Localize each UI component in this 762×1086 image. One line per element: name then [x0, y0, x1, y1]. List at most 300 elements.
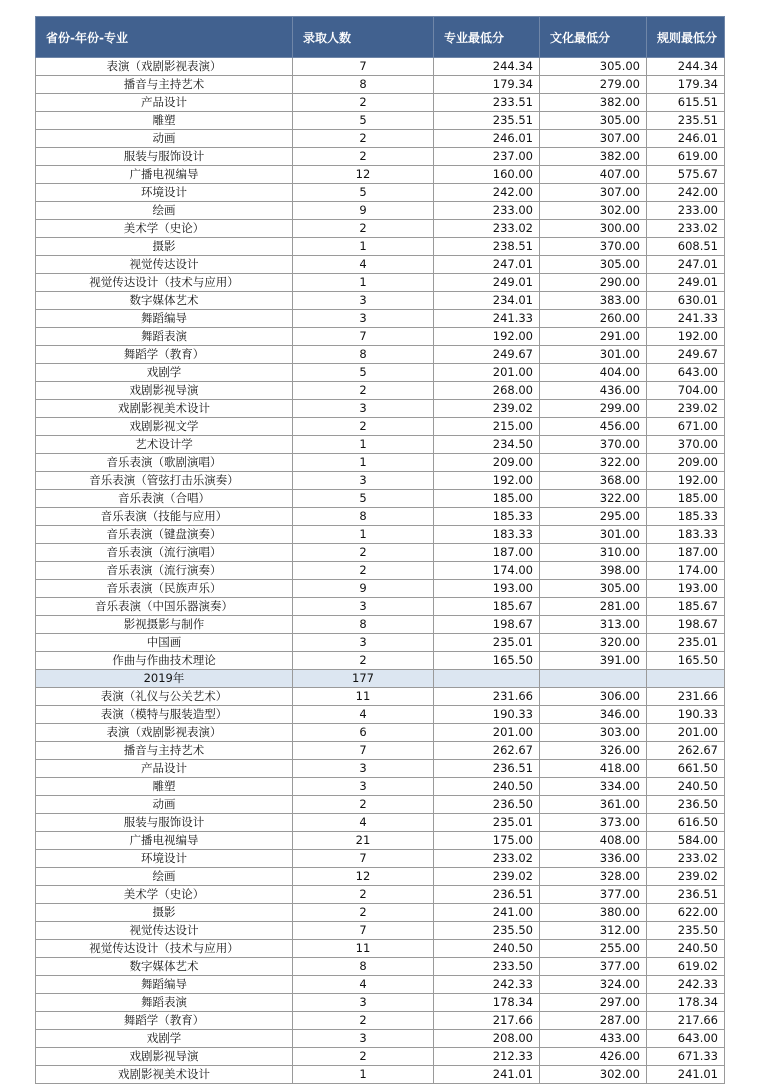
rule-min-score-cell: 183.33	[647, 526, 725, 544]
major-cell: 环境设计	[36, 850, 293, 868]
pro-min-score-cell: 241.01	[434, 1066, 540, 1084]
pro-min-score-cell: 235.01	[434, 814, 540, 832]
pro-min-score-cell: 160.00	[434, 166, 540, 184]
culture-min-score-cell: 328.00	[540, 868, 647, 886]
admitted-count-cell: 1	[293, 1066, 434, 1084]
rule-min-score-cell: 235.51	[647, 112, 725, 130]
pro-min-score-cell: 185.67	[434, 598, 540, 616]
major-cell: 美术学（史论）	[36, 886, 293, 904]
major-cell: 戏剧学	[36, 1030, 293, 1048]
table-row	[36, 328, 725, 346]
pro-min-score-cell: 190.33	[434, 706, 540, 724]
culture-min-score-cell: 326.00	[540, 742, 647, 760]
rule-min-score-cell: 217.66	[647, 1012, 725, 1030]
admitted-count-cell: 12	[293, 166, 434, 184]
table-row	[36, 472, 725, 490]
major-cell: 2019年	[36, 670, 293, 688]
admitted-count-cell: 11	[293, 688, 434, 706]
culture-min-score-cell: 324.00	[540, 976, 647, 994]
pro-min-score-cell	[434, 670, 540, 688]
table-row	[36, 778, 725, 796]
rule-min-score-cell: 240.50	[647, 940, 725, 958]
rule-min-score-cell: 671.33	[647, 1048, 725, 1066]
major-cell: 摄影	[36, 238, 293, 256]
pro-min-score-cell: 217.66	[434, 1012, 540, 1030]
pro-min-score-cell: 239.02	[434, 868, 540, 886]
culture-min-score-cell: 370.00	[540, 436, 647, 454]
pro-min-score-cell: 242.33	[434, 976, 540, 994]
major-cell: 服装与服饰设计	[36, 814, 293, 832]
column-header-major: 省份-年份-专业	[36, 17, 293, 58]
pro-min-score-cell: 174.00	[434, 562, 540, 580]
culture-min-score-cell: 255.00	[540, 940, 647, 958]
pro-min-score-cell: 178.34	[434, 994, 540, 1012]
admitted-count-cell: 2	[293, 418, 434, 436]
culture-min-score-cell: 307.00	[540, 130, 647, 148]
admitted-count-cell: 2	[293, 544, 434, 562]
pro-min-score-cell: 262.67	[434, 742, 540, 760]
table-row	[36, 310, 725, 328]
admission-score-sheet	[35, 16, 724, 1084]
table-row	[36, 580, 725, 598]
major-cell: 播音与主持艺术	[36, 76, 293, 94]
pro-min-score-cell: 241.00	[434, 904, 540, 922]
admitted-count-cell: 2	[293, 148, 434, 166]
culture-min-score-cell: 361.00	[540, 796, 647, 814]
culture-min-score-cell: 299.00	[540, 400, 647, 418]
culture-min-score-cell: 260.00	[540, 310, 647, 328]
admitted-count-cell: 2	[293, 220, 434, 238]
admitted-count-cell: 3	[293, 778, 434, 796]
pro-min-score-cell: 233.02	[434, 850, 540, 868]
culture-min-score-cell: 295.00	[540, 508, 647, 526]
culture-min-score-cell: 307.00	[540, 184, 647, 202]
admission-score-table	[35, 16, 725, 1084]
rule-min-score-cell: 236.51	[647, 886, 725, 904]
major-cell: 音乐表演（管弦打击乐演奏）	[36, 472, 293, 490]
culture-min-score-cell: 408.00	[540, 832, 647, 850]
rule-min-score-cell: 246.01	[647, 130, 725, 148]
table-row	[36, 688, 725, 706]
table-row	[36, 382, 725, 400]
major-cell: 音乐表演（键盘演奏）	[36, 526, 293, 544]
table-row	[36, 256, 725, 274]
major-cell: 数字媒体艺术	[36, 958, 293, 976]
rule-min-score-cell: 185.33	[647, 508, 725, 526]
pro-min-score-cell: 237.00	[434, 148, 540, 166]
rule-min-score-cell: 235.01	[647, 634, 725, 652]
admitted-count-cell: 2	[293, 796, 434, 814]
table-row	[36, 760, 725, 778]
culture-min-score-cell: 302.00	[540, 1066, 647, 1084]
column-header-rule-min: 规则最低分	[647, 17, 725, 58]
culture-min-score-cell: 426.00	[540, 1048, 647, 1066]
major-cell: 表演（模特与服装造型）	[36, 706, 293, 724]
table-row	[36, 1030, 725, 1048]
table-row	[36, 58, 725, 76]
admitted-count-cell: 5	[293, 184, 434, 202]
major-cell: 视觉传达设计	[36, 256, 293, 274]
major-cell: 表演（戏剧影视表演）	[36, 724, 293, 742]
major-cell: 播音与主持艺术	[36, 742, 293, 760]
rule-min-score-cell: 704.00	[647, 382, 725, 400]
admitted-count-cell: 1	[293, 274, 434, 292]
rule-min-score-cell: 615.51	[647, 94, 725, 112]
major-cell: 摄影	[36, 904, 293, 922]
culture-min-score-cell: 346.00	[540, 706, 647, 724]
major-cell: 舞蹈表演	[36, 994, 293, 1012]
pro-min-score-cell: 179.34	[434, 76, 540, 94]
table-row	[36, 148, 725, 166]
admitted-count-cell: 2	[293, 562, 434, 580]
column-header-count: 录取人数	[293, 17, 434, 58]
rule-min-score-cell: 661.50	[647, 760, 725, 778]
table-row	[36, 886, 725, 904]
rule-min-score-cell: 178.34	[647, 994, 725, 1012]
admitted-count-cell: 3	[293, 292, 434, 310]
pro-min-score-cell: 208.00	[434, 1030, 540, 1048]
rule-min-score-cell: 241.33	[647, 310, 725, 328]
culture-min-score-cell: 336.00	[540, 850, 647, 868]
pro-min-score-cell: 198.67	[434, 616, 540, 634]
table-row	[36, 346, 725, 364]
rule-min-score-cell: 575.67	[647, 166, 725, 184]
admitted-count-cell: 12	[293, 868, 434, 886]
pro-min-score-cell: 231.66	[434, 688, 540, 706]
rule-min-score-cell: 187.00	[647, 544, 725, 562]
rule-min-score-cell: 242.33	[647, 976, 725, 994]
rule-min-score-cell: 242.00	[647, 184, 725, 202]
major-cell: 视觉传达设计（技术与应用）	[36, 274, 293, 292]
admitted-count-cell: 8	[293, 616, 434, 634]
culture-min-score-cell: 370.00	[540, 238, 647, 256]
admitted-count-cell: 8	[293, 508, 434, 526]
table-row	[36, 220, 725, 238]
admitted-count-cell: 9	[293, 580, 434, 598]
pro-min-score-cell: 185.33	[434, 508, 540, 526]
admitted-count-cell: 3	[293, 1030, 434, 1048]
major-cell: 动画	[36, 130, 293, 148]
major-cell: 音乐表演（民族声乐）	[36, 580, 293, 598]
major-cell: 环境设计	[36, 184, 293, 202]
admitted-count-cell: 3	[293, 310, 434, 328]
pro-min-score-cell: 235.01	[434, 634, 540, 652]
major-cell: 舞蹈编导	[36, 976, 293, 994]
admitted-count-cell: 7	[293, 922, 434, 940]
table-row	[36, 616, 725, 634]
admitted-count-cell: 4	[293, 706, 434, 724]
culture-min-score-cell: 313.00	[540, 616, 647, 634]
culture-min-score-cell: 290.00	[540, 274, 647, 292]
table-row	[36, 166, 725, 184]
culture-min-score-cell: 377.00	[540, 958, 647, 976]
rule-min-score-cell: 262.67	[647, 742, 725, 760]
admitted-count-cell: 4	[293, 976, 434, 994]
admitted-count-cell: 2	[293, 904, 434, 922]
rule-min-score-cell: 165.50	[647, 652, 725, 670]
pro-min-score-cell: 192.00	[434, 328, 540, 346]
rule-min-score-cell: 185.00	[647, 490, 725, 508]
rule-min-score-cell: 370.00	[647, 436, 725, 454]
major-cell: 音乐表演（歌剧演唱）	[36, 454, 293, 472]
table-row	[36, 544, 725, 562]
admitted-count-cell: 1	[293, 436, 434, 454]
culture-min-score-cell: 377.00	[540, 886, 647, 904]
table-row	[36, 364, 725, 382]
table-row	[36, 418, 725, 436]
culture-min-score-cell: 436.00	[540, 382, 647, 400]
table-row	[36, 724, 725, 742]
admitted-count-cell: 9	[293, 202, 434, 220]
year-group-row	[36, 670, 725, 688]
rule-min-score-cell: 198.67	[647, 616, 725, 634]
table-row	[36, 454, 725, 472]
table-row	[36, 292, 725, 310]
culture-min-score-cell: 322.00	[540, 454, 647, 472]
rule-min-score-cell: 643.00	[647, 1030, 725, 1048]
table-row	[36, 868, 725, 886]
table-row	[36, 184, 725, 202]
major-cell: 音乐表演（流行演唱）	[36, 544, 293, 562]
table-body	[36, 58, 725, 1084]
culture-min-score-cell: 305.00	[540, 580, 647, 598]
culture-min-score-cell: 305.00	[540, 58, 647, 76]
rule-min-score-cell: 249.01	[647, 274, 725, 292]
table-row	[36, 922, 725, 940]
pro-min-score-cell: 244.34	[434, 58, 540, 76]
rule-min-score-cell: 193.00	[647, 580, 725, 598]
table-row	[36, 1048, 725, 1066]
admitted-count-cell: 11	[293, 940, 434, 958]
pro-min-score-cell: 183.33	[434, 526, 540, 544]
admitted-count-cell: 8	[293, 346, 434, 364]
pro-min-score-cell: 201.00	[434, 724, 540, 742]
major-cell: 美术学（史论）	[36, 220, 293, 238]
admitted-count-cell: 2	[293, 1012, 434, 1030]
header-row	[36, 17, 725, 58]
rule-min-score-cell: 671.00	[647, 418, 725, 436]
rule-min-score-cell: 240.50	[647, 778, 725, 796]
major-cell: 舞蹈编导	[36, 310, 293, 328]
major-cell: 产品设计	[36, 94, 293, 112]
admitted-count-cell: 4	[293, 814, 434, 832]
culture-min-score-cell: 291.00	[540, 328, 647, 346]
culture-min-score-cell: 301.00	[540, 526, 647, 544]
rule-min-score-cell: 233.02	[647, 220, 725, 238]
major-cell: 音乐表演（中国乐器演奏）	[36, 598, 293, 616]
rule-min-score-cell: 192.00	[647, 472, 725, 490]
pro-min-score-cell: 212.33	[434, 1048, 540, 1066]
rule-min-score-cell: 233.02	[647, 850, 725, 868]
admitted-count-cell: 7	[293, 328, 434, 346]
major-cell: 动画	[36, 796, 293, 814]
pro-min-score-cell: 233.50	[434, 958, 540, 976]
rule-min-score-cell: 179.34	[647, 76, 725, 94]
pro-min-score-cell: 241.33	[434, 310, 540, 328]
admitted-count-cell: 2	[293, 130, 434, 148]
table-row	[36, 994, 725, 1012]
pro-min-score-cell: 209.00	[434, 454, 540, 472]
culture-min-score-cell: 303.00	[540, 724, 647, 742]
table-row	[36, 1012, 725, 1030]
pro-min-score-cell: 175.00	[434, 832, 540, 850]
pro-min-score-cell: 187.00	[434, 544, 540, 562]
admitted-count-cell: 2	[293, 382, 434, 400]
pro-min-score-cell: 249.01	[434, 274, 540, 292]
pro-min-score-cell: 246.01	[434, 130, 540, 148]
major-cell: 作曲与作曲技术理论	[36, 652, 293, 670]
pro-min-score-cell: 201.00	[434, 364, 540, 382]
culture-min-score-cell: 281.00	[540, 598, 647, 616]
major-cell: 服装与服饰设计	[36, 148, 293, 166]
admitted-count-cell: 8	[293, 76, 434, 94]
rule-min-score-cell: 247.01	[647, 256, 725, 274]
rule-min-score-cell: 622.00	[647, 904, 725, 922]
culture-min-score-cell: 302.00	[540, 202, 647, 220]
pro-min-score-cell: 247.01	[434, 256, 540, 274]
rule-min-score-cell: 619.00	[647, 148, 725, 166]
culture-min-score-cell: 279.00	[540, 76, 647, 94]
culture-min-score-cell: 312.00	[540, 922, 647, 940]
pro-min-score-cell: 249.67	[434, 346, 540, 364]
rule-min-score-cell: 185.67	[647, 598, 725, 616]
pro-min-score-cell: 240.50	[434, 940, 540, 958]
major-cell: 表演（礼仪与公关艺术）	[36, 688, 293, 706]
major-cell: 雕塑	[36, 778, 293, 796]
major-cell: 艺术设计学	[36, 436, 293, 454]
admitted-count-cell: 7	[293, 742, 434, 760]
culture-min-score-cell: 368.00	[540, 472, 647, 490]
major-cell: 雕塑	[36, 112, 293, 130]
rule-min-score-cell: 616.50	[647, 814, 725, 832]
culture-min-score-cell: 320.00	[540, 634, 647, 652]
table-row	[36, 634, 725, 652]
admitted-count-cell: 2	[293, 1048, 434, 1066]
pro-min-score-cell: 239.02	[434, 400, 540, 418]
admitted-count-cell: 21	[293, 832, 434, 850]
pro-min-score-cell: 234.01	[434, 292, 540, 310]
major-cell: 音乐表演（技能与应用）	[36, 508, 293, 526]
culture-min-score-cell: 322.00	[540, 490, 647, 508]
admitted-count-cell: 3	[293, 472, 434, 490]
rule-min-score-cell: 619.02	[647, 958, 725, 976]
culture-min-score-cell: 306.00	[540, 688, 647, 706]
table-row	[36, 490, 725, 508]
table-header	[36, 17, 725, 58]
table-row	[36, 850, 725, 868]
admitted-count-cell: 1	[293, 238, 434, 256]
admitted-count-cell: 3	[293, 760, 434, 778]
table-row	[36, 400, 725, 418]
pro-min-score-cell: 242.00	[434, 184, 540, 202]
rule-min-score-cell: 241.01	[647, 1066, 725, 1084]
table-row	[36, 436, 725, 454]
rule-min-score-cell: 233.00	[647, 202, 725, 220]
table-row	[36, 904, 725, 922]
table-row	[36, 562, 725, 580]
major-cell: 表演（戏剧影视表演）	[36, 58, 293, 76]
table-row	[36, 742, 725, 760]
culture-min-score-cell: 380.00	[540, 904, 647, 922]
rule-min-score-cell: 231.66	[647, 688, 725, 706]
culture-min-score-cell: 404.00	[540, 364, 647, 382]
admitted-count-cell: 5	[293, 112, 434, 130]
major-cell: 舞蹈表演	[36, 328, 293, 346]
admitted-count-cell: 3	[293, 634, 434, 652]
rule-min-score-cell: 643.00	[647, 364, 725, 382]
major-cell: 广播电视编导	[36, 832, 293, 850]
rule-min-score-cell: 584.00	[647, 832, 725, 850]
culture-min-score-cell: 301.00	[540, 346, 647, 364]
table-row	[36, 238, 725, 256]
table-row	[36, 274, 725, 292]
major-cell: 绘画	[36, 868, 293, 886]
culture-min-score-cell: 297.00	[540, 994, 647, 1012]
major-cell: 戏剧影视文学	[36, 418, 293, 436]
table-row	[36, 526, 725, 544]
major-cell: 戏剧影视美术设计	[36, 1066, 293, 1084]
admitted-count-cell: 8	[293, 958, 434, 976]
pro-min-score-cell: 192.00	[434, 472, 540, 490]
major-cell: 舞蹈学（教育）	[36, 346, 293, 364]
pro-min-score-cell: 236.51	[434, 886, 540, 904]
culture-min-score-cell: 305.00	[540, 112, 647, 130]
pro-min-score-cell: 234.50	[434, 436, 540, 454]
pro-min-score-cell: 235.51	[434, 112, 540, 130]
admitted-count-cell: 2	[293, 652, 434, 670]
table-row	[36, 598, 725, 616]
pro-min-score-cell: 215.00	[434, 418, 540, 436]
pro-min-score-cell: 238.51	[434, 238, 540, 256]
culture-min-score-cell: 382.00	[540, 148, 647, 166]
pro-min-score-cell: 268.00	[434, 382, 540, 400]
major-cell: 音乐表演（流行演奏）	[36, 562, 293, 580]
culture-min-score-cell: 300.00	[540, 220, 647, 238]
table-row	[36, 706, 725, 724]
culture-min-score-cell: 334.00	[540, 778, 647, 796]
major-cell: 数字媒体艺术	[36, 292, 293, 310]
major-cell: 中国画	[36, 634, 293, 652]
major-cell: 绘画	[36, 202, 293, 220]
column-header-culture-min: 文化最低分	[540, 17, 647, 58]
admitted-count-cell: 3	[293, 400, 434, 418]
admitted-count-cell: 5	[293, 490, 434, 508]
major-cell: 舞蹈学（教育）	[36, 1012, 293, 1030]
admitted-count-cell: 7	[293, 850, 434, 868]
culture-min-score-cell: 407.00	[540, 166, 647, 184]
rule-min-score-cell: 239.02	[647, 868, 725, 886]
major-cell: 视觉传达设计（技术与应用）	[36, 940, 293, 958]
table-row	[36, 652, 725, 670]
table-row	[36, 76, 725, 94]
culture-min-score-cell: 433.00	[540, 1030, 647, 1048]
culture-min-score-cell	[540, 670, 647, 688]
table-row	[36, 130, 725, 148]
culture-min-score-cell: 398.00	[540, 562, 647, 580]
rule-min-score-cell: 249.67	[647, 346, 725, 364]
culture-min-score-cell: 383.00	[540, 292, 647, 310]
table-row	[36, 202, 725, 220]
culture-min-score-cell: 456.00	[540, 418, 647, 436]
major-cell: 戏剧影视美术设计	[36, 400, 293, 418]
pro-min-score-cell: 233.51	[434, 94, 540, 112]
column-header-pro-min: 专业最低分	[434, 17, 540, 58]
admitted-count-cell: 2	[293, 886, 434, 904]
culture-min-score-cell: 373.00	[540, 814, 647, 832]
table-row	[36, 832, 725, 850]
admitted-count-cell: 3	[293, 598, 434, 616]
pro-min-score-cell: 233.00	[434, 202, 540, 220]
